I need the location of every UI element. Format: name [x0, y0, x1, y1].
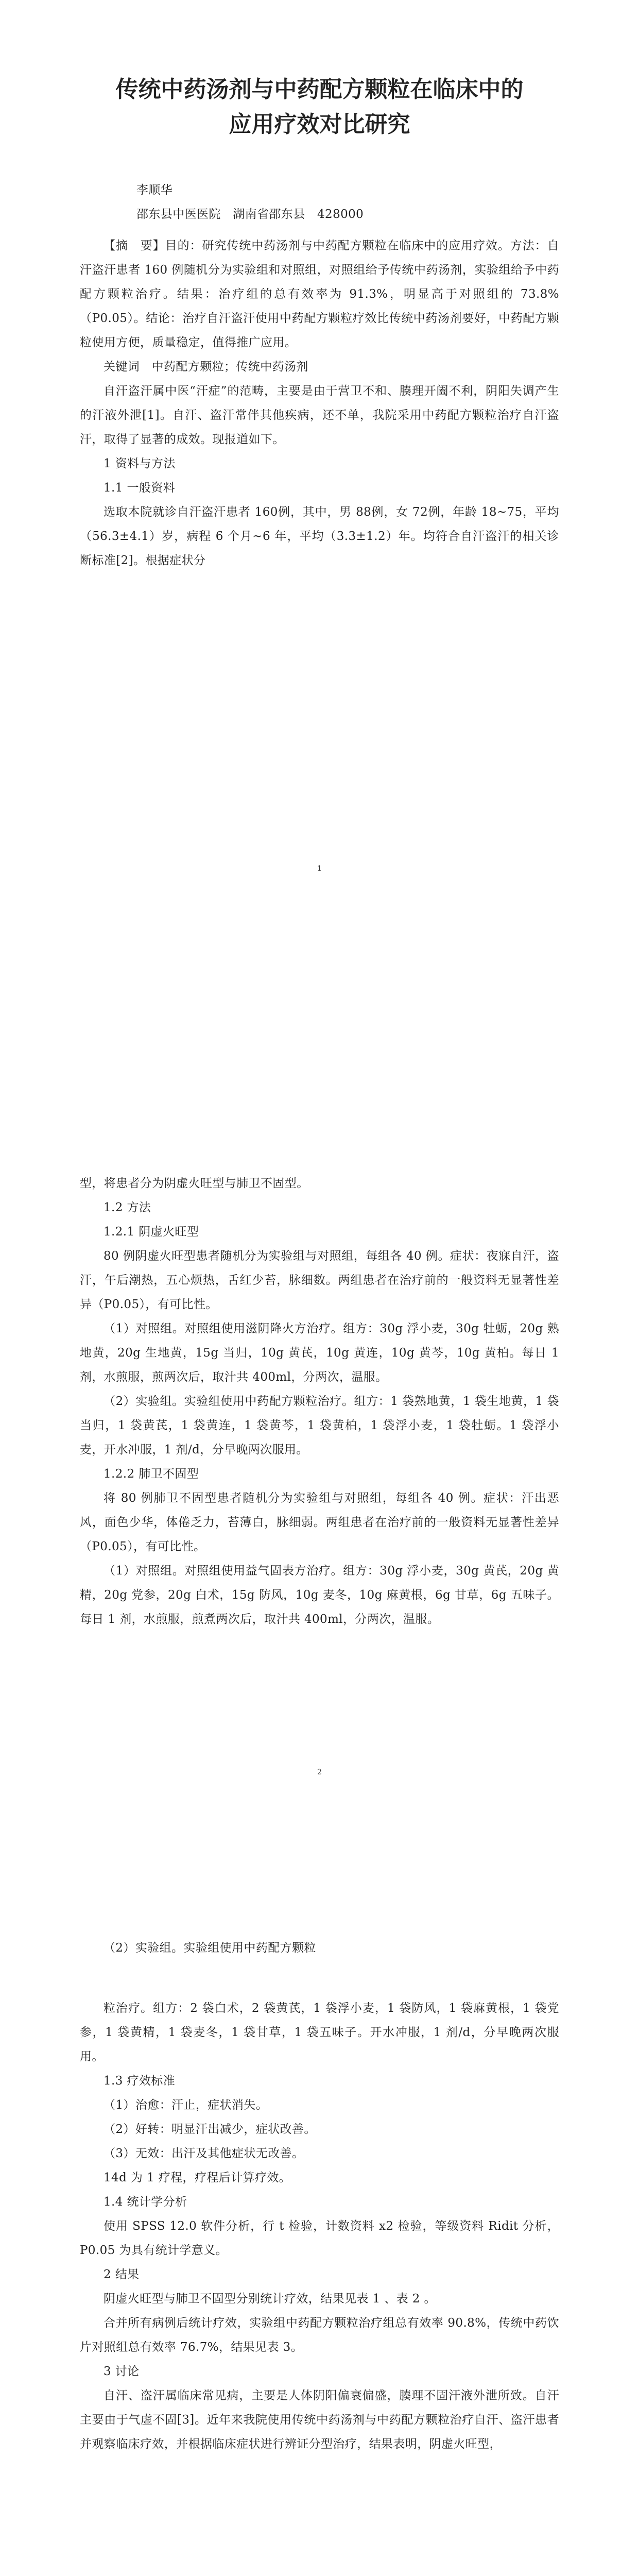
keywords: 关键词 中药配方颗粒；传统中药汤剂 [103, 360, 308, 374]
section-heading-1-2: 1.2 方法 [103, 1201, 151, 1214]
section-heading-1-1: 1.1 一般资料 [103, 481, 176, 495]
yinxu-paragraph: 80 例阴虚火旺型患者随机分为实验组与对照组，每组各 40 例。症状：夜寐自汗，盗汗，午后潮热，五心烦热，舌红少苔，脉细数。两组患者在治疗前的一般资料无显著性差异（P0.05），有可比性。 [80, 1249, 559, 1311]
criterion-cured: （1）治愈：汗止，症状消失。 [103, 2098, 268, 2112]
title-line-2: 应用疗效对比研究 [229, 111, 410, 138]
yinxu-control-paragraph: （1）对照组。对照组使用滋阴降火方治疗。组方：30g 浮小麦，30g 牡蛎，20g 熟地黄，20g 生地黄，15g 当归，10g 黄芪，10g 黄连，10g 黄芩，10g 黄柏。每日 1 剂，水煎服，煎两次后，取汁共 400ml，分两次，温服。 [80, 1322, 559, 1384]
abstract: 【摘 要】目的：研究传统中药汤剂与中药配方颗粒在临床中的应用疗效。方法：自汗盗汗患者 160 例随机分为实验组和对照组，对照组给予传统中药汤剂，实验组给予中药配方颗粒治疗。结果：治疗组的总有效率为 91.3%，明显高于对照组的 73.8%（P0.05）。结论：治疗自汗盗汗使用中药配方颗粒疗效比传统中药汤剂要好，中药配方颗粒使用方便，质量稳定，值得推广应用。 [80, 239, 559, 349]
criterion-ineffective: （3）无效：出汗及其他症状无改善。 [103, 2147, 304, 2160]
section-heading-1-3: 1.3 疗效标准 [103, 2074, 176, 2088]
criterion-improved: （2）好转：明显汗出减少，症状改善。 [103, 2123, 316, 2136]
section-heading-1-2-2: 1.2.2 肺卫不固型 [103, 1467, 199, 1481]
section-heading-2: 2 结果 [103, 2268, 140, 2281]
page-1 [0, 0, 639, 904]
intro-paragraph: 自汗盗汗属中医“汗症”的范畴，主要是由于营卫不和、腠理开阖不利，阴阳失调产生的汗液外泄[1]。自汗、盗汗常伴其他疾病，还不单，我院采用中药配方颗粒治疗自汗盗汗，取得了显著的成效。现报道如下。 [80, 384, 559, 446]
title-line-1: 传统中药汤剂与中药配方颗粒在临床中的 [115, 76, 524, 103]
results-paragraph-1: 阴虚火旺型与肺卫不固型分别统计疗效，结果见表 1 、表 2 。 [103, 2292, 436, 2306]
feiwei-experiment-paragraph: 粒治疗。组方：2 袋白术，2 袋黄芪，1 袋浮小麦，1 袋防风，1 袋麻黄根，1 袋党参，1 袋黄精，1 袋麦冬，1 袋甘草，1 袋五味子。开水冲服，1 剂/d，分早晚两次服用。 [80, 2002, 559, 2063]
paper-title [80, 72, 559, 142]
page-number: 2 [317, 1768, 322, 1776]
author-name: 李顺华 [136, 183, 173, 197]
discussion-paragraph-1: 自汗、盗汗属临床常见病，主要是人体阴阳偏衰偏盛，腠理不固汗液外泄所致。自汗主要由于气虚不固[3]。近年来我院使用传统中药汤剂与中药配方颗粒治疗自汗、盗汗患者并观察临床疗效，并根据临床症状进行辨证分型治疗，结果表明，阴虚火旺型， [80, 2389, 559, 2451]
author-affiliation: 邵东县中医医院 湖南省邵东县 428000 [136, 208, 364, 221]
page-number: 1 [317, 865, 322, 873]
feiwei-paragraph: 将 80 例肺卫不固型患者随机分为实验组与对照组，每组各 40 例。症状：汗出恶风，面色少华，体倦乏力，苔薄白，脉细弱。两组患者在治疗前的一般资料无显著性差异（P0.05），有可比性。 [80, 1492, 559, 1553]
page-2 [0, 904, 639, 1807]
continued-text: 型，将患者分为阴虚火旺型与肺卫不固型。 [80, 1177, 309, 1190]
statistics-paragraph: 使用 SPSS 12.0 软件分析，行 t 检验，计数资料 x2 检验，等级资料 Ridit 分析，P0.05 为具有统计学意义。 [80, 2219, 559, 2257]
section-heading-1-4: 1.4 统计学分析 [103, 2195, 187, 2209]
feiwei-control-paragraph: （1）对照组。对照组使用益气固表方治疗。组方：30g 浮小麦，30g 黄芪，20g 黄精，20g 党参，20g 白术，15g 防风，10g 麦冬，10g 麻黄根，6g 甘草，6g 五味子。每日 1 剂，水煎服，煎煮两次后，取汁共 400ml，分两次，温服。 [80, 1564, 559, 1626]
page-3 [0, 1807, 639, 2576]
author-block [80, 178, 559, 227]
yinxu-experiment-paragraph: （2）实验组。实验组使用中药配方颗粒治疗。组方：1 袋熟地黄，1 袋生地黄，1 袋当归，1 袋黄芪，1 袋黄连，1 袋黄芩，1 袋黄柏，1 袋浮小麦，1 袋牡蛎。1 袋浮小麦，开水冲服，1 剂/d，分早晚两次服用。 [80, 1395, 559, 1456]
section-heading-1: 1 资料与方法 [103, 457, 176, 470]
results-paragraph-2: 合并所有病例后统计疗效，实验组中药配方颗粒治疗组总有效率 90.8%，传统中药饮片对照组总有效率 76.7%，结果见表 3。 [80, 2316, 559, 2354]
general-data-paragraph: 选取本院就诊自汗盗汗患者 160例，其中，男 88例，女 72例，年龄 18~75，平均（56.3±4.1）岁，病程 6 个月~6 年，平均（3.3±1.2）年。均符合自汗盗汗的相关诊断标准[2]。根据症状分 [80, 505, 559, 567]
feiwei-experiment-heading: （2）实验组。实验组使用中药配方颗粒 [103, 1941, 316, 1955]
section-heading-1-2-1: 1.2.1 阴虚火旺型 [103, 1225, 199, 1239]
course-text: 14d 为 1 疗程，疗程后计算疗效。 [103, 2171, 291, 2184]
section-heading-3: 3 讨论 [103, 2365, 140, 2378]
